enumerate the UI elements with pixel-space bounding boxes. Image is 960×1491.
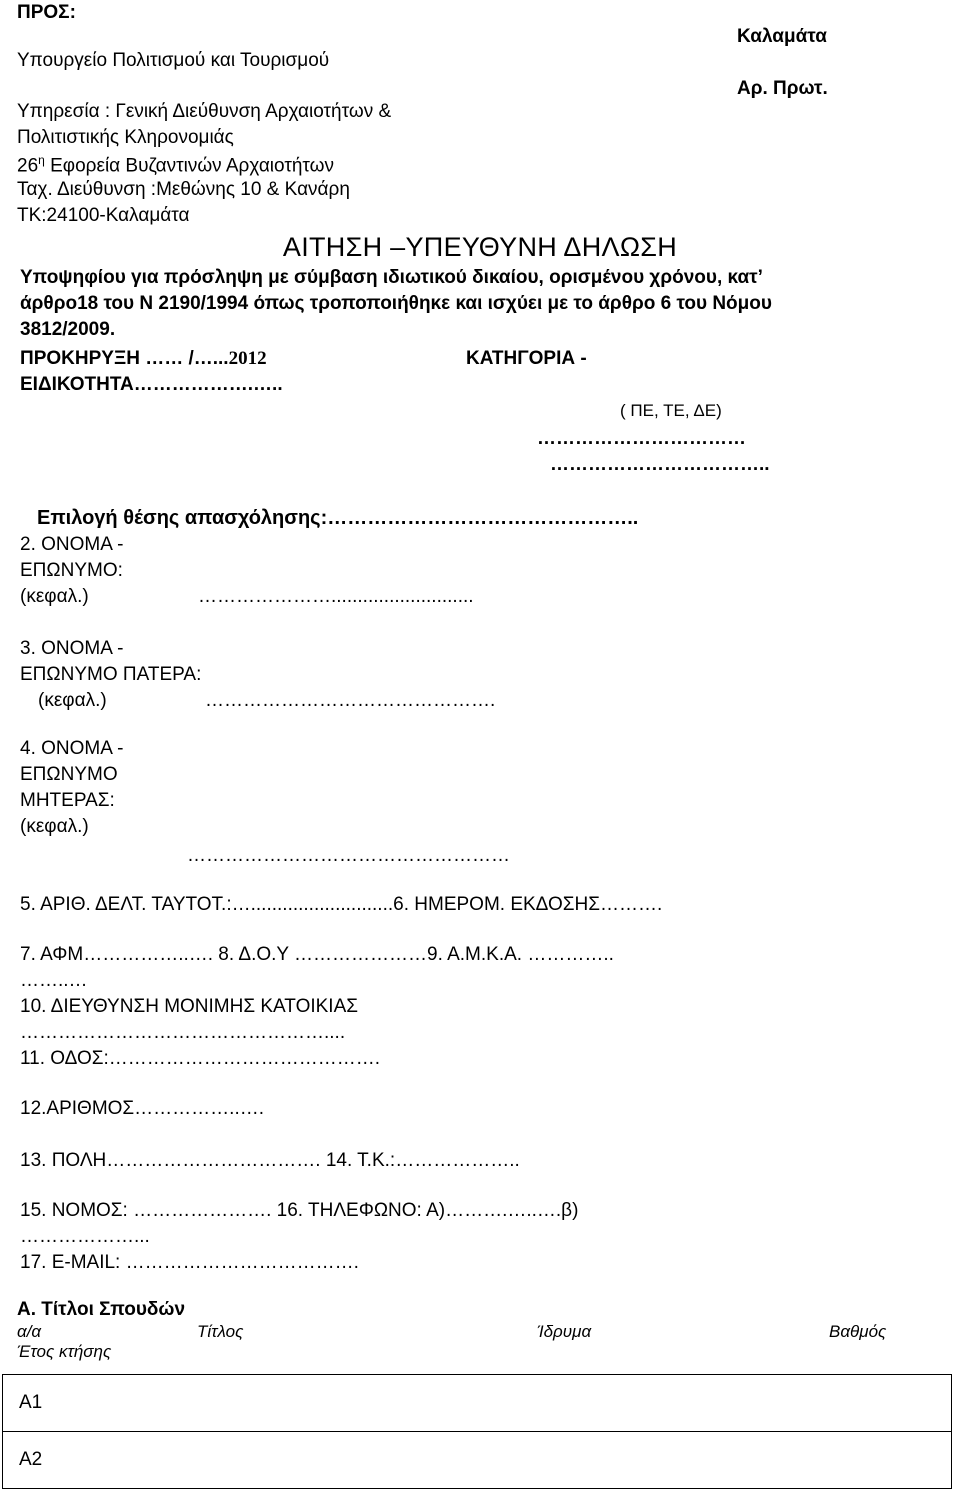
ephorate-superscript: η: [38, 153, 45, 167]
field4-label-line2: ΕΠΩΝΥΜΟ: [20, 764, 118, 785]
recipient-service-line2: Πολιτιστικής Κληρονομιάς: [17, 127, 234, 148]
field3-label-line3: (κεφαλ.): [38, 690, 107, 711]
recipient-label: ΠΡΟΣ:: [17, 2, 76, 23]
announcement-levels: ( ΠΕ, ΤΕ, ΔΕ): [620, 401, 722, 420]
field7-tax-number: 7. ΑΦΜ……………..…. 8. Δ.Ο.Υ …………………9. Α.Μ.Κ.Α. …………..: [20, 944, 614, 965]
field15-prefecture: 15. ΝΟΜΟΣ: …………………. 16. ΤΗΛΕΦΩΝΟ: Α)……….…..….β): [20, 1200, 579, 1221]
field12-number: 12.ΑΡΙΘΜΟΣ……………..….: [20, 1098, 265, 1119]
recipient-ephorate: [17, 153, 334, 178]
field13-city: 13. ΠΟΛΗ……………………………. 14. Τ.Κ.:………………..: [20, 1150, 520, 1171]
announcement-number: ΠΡΟΚΗΡΥΞΗ …… /…...: [20, 348, 229, 369]
intro-line1: Υποψηφίου για πρόσληψη με σύμβαση ιδιωτικού δικαίου, ορισμένου χρόνου, κατ’: [20, 267, 763, 288]
recipient-address: Ταχ. Διεύθυνση :Μεθώνης 10 & Κανάρη: [17, 179, 350, 200]
announcement-label: [20, 348, 267, 371]
field7-continuation: ……..…: [20, 970, 88, 991]
field2-label-line3: (κεφαλ.): [20, 586, 89, 607]
field2-label-line1: 2. ΟΝΟΜΑ -: [20, 534, 124, 555]
announcement-category: ΚΑΤΗΓΟΡΙΑ -: [466, 348, 587, 369]
col-header-title: Τίτλος: [197, 1322, 244, 1341]
field3-label-line1: 3. ΟΝΟΜΑ -: [20, 638, 124, 659]
table-row: [3, 1432, 952, 1489]
field11-street: 11. ΟΔΟΣ:…………………………………….: [20, 1048, 381, 1069]
row-label-a1: Α1: [3, 1375, 952, 1432]
field10-dots: …………………………………………....: [20, 1022, 346, 1043]
header-protocol: Αρ. Πρωτ.: [737, 78, 828, 99]
page-title: ΑΙΤΗΣΗ –ΥΠΕΥΘΥΝΗ ΔΗΛΩΣΗ: [282, 232, 678, 262]
header-city: Καλαμάτα: [737, 26, 827, 47]
field2-label-line2: ΕΠΩΝΥΜΟ:: [20, 560, 123, 581]
intro-line2: άρθρο18 του Ν 2190/1994 όπως τροποποιήθηκε και ισχύει με το άρθρο 6 του Νόμου: [20, 293, 772, 314]
col-header-number: α/α: [17, 1322, 42, 1341]
announcement-year: 2012: [228, 348, 267, 369]
ephorate-number: 26: [17, 155, 39, 177]
field2-dots: …………………...........................: [198, 586, 474, 607]
recipient-service-line1: Υπηρεσία : Γενική Διεύθυνση Αρχαιοτήτων &: [17, 101, 392, 122]
col-header-grade: Βαθμός: [829, 1322, 887, 1341]
col-header-year: Έτος κτήσης: [17, 1342, 112, 1361]
studies-heading: Α. Τίτλοι Σπουδών: [17, 1299, 186, 1320]
studies-table: [2, 1374, 952, 1489]
announcement-dots-1: ……………………………: [537, 428, 746, 449]
announcement-specialty: ΕΙΔΙΚΟΤΗΤΑ……………….…..: [20, 374, 283, 395]
announcement-dots-2: ……………………………..: [550, 454, 770, 475]
field10-address-label: 10. ΔΙΕΥΘΥΝΣΗ ΜΟΝΙΜΗΣ ΚΑΤΟΙΚΙΑΣ: [20, 996, 359, 1017]
field15-continuation: ………………...: [20, 1226, 150, 1247]
ephorate-name: Εφορεία Βυζαντινών Αρχαιοτήτων: [50, 155, 334, 177]
field3-label-line2: ΕΠΩΝΥΜΟ ΠΑΤΕΡΑ:: [20, 664, 202, 685]
col-header-institution: Ίδρυμα: [537, 1322, 592, 1341]
field3-dots: ……………………………………….: [205, 690, 496, 711]
recipient-postal: ΤΚ:24100-Καλαμάτα: [17, 205, 190, 226]
intro-line3: 3812/2009.: [20, 319, 116, 340]
field17-email: 17. E-MAIL: ……………………………….: [20, 1252, 359, 1273]
table-row: [3, 1375, 952, 1432]
field4-label-line4: (κεφαλ.): [20, 816, 89, 837]
field4-label-line1: 4. ΟΝΟΜΑ -: [20, 738, 124, 759]
row-label-a2: Α2: [3, 1432, 952, 1489]
position-choice: Επιλογή θέσης απασχόλησης:………………………………………..: [37, 507, 639, 529]
recipient-ministry: Υπουργείο Πολιτισμού και Τουρισμού: [17, 50, 330, 71]
field4-label-line3: ΜΗΤΕΡΑΣ:: [20, 790, 115, 811]
field5-id-number: 5. ΑΡΙΘ. ΔΕΛΤ. ΤΑΥΤΟΤ.:…...........................6. ΗΜΕΡΟΜ. ΕΚΔΟΣΗΣ……….: [20, 894, 663, 915]
field4-dots: ……………………………………………: [187, 845, 510, 866]
